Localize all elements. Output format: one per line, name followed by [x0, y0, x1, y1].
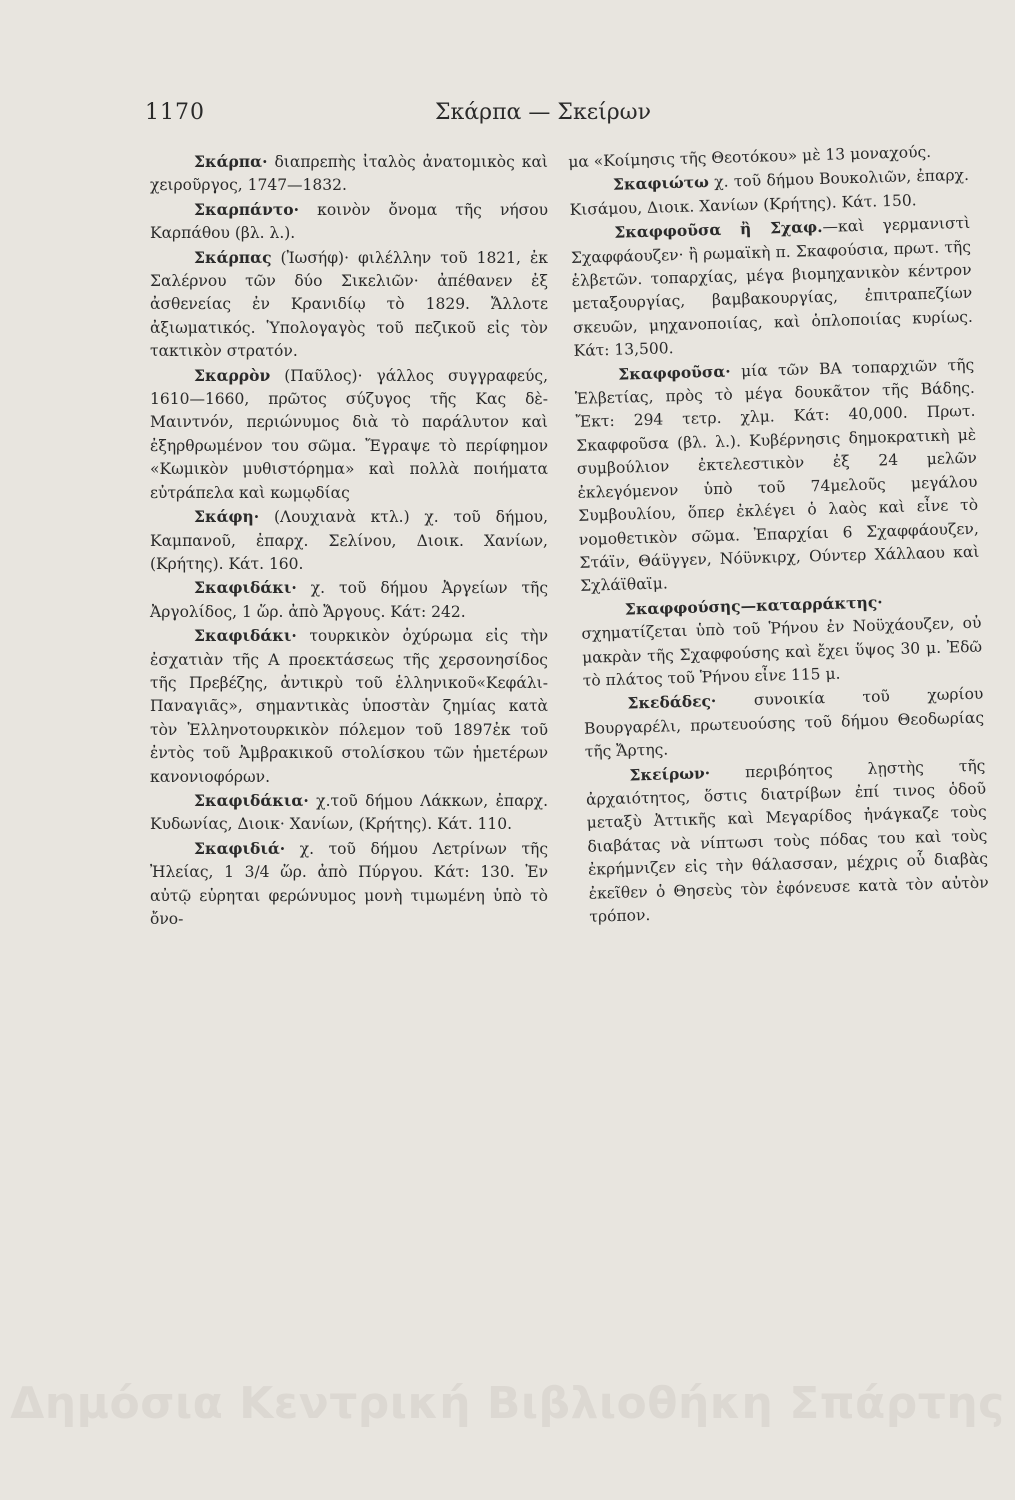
entry [574, 352, 980, 598]
headword: Σκαρπάντο· [194, 199, 300, 219]
entry-text: περιβόητος λῃστὴς τῆς ἀρχαιότητος, ὅστις διατρίβων ἐπί τινος ὁδοῦ μεταξὺ Ἀττικῆς καὶ Μεγαρίδος ἠνάγκαζε τοὺς διαβάτας νὰ νίπτωσι τοὺς πόδας του καὶ τοὺς ἐκρήμνιζεν εἰς τὴν θάλασσαν, μέχρις οὗ διαβὰς ἐκεῖθεν ὁ Θησεὺς τὸν ἐφόνευσε κατὰ τὸν αὐτὸν τρόπον. [585, 756, 989, 926]
headword: Σκάφη· [194, 507, 260, 527]
entry-text: χ. τοῦ δήμου Βουκολιῶν, ἐπαρχ. Κισάμου, Διοικ. Χανίων (Κρήτης). Κάτ. 150. [569, 166, 970, 219]
entry [150, 198, 548, 246]
running-head: Σκάρπα — Σκείρων [435, 100, 651, 125]
headword: Σκείρων· [629, 762, 711, 785]
entry [150, 837, 548, 932]
headword: Σκεδάδες· [627, 691, 717, 713]
entry-text: τουρκικὸν ὀχύρωμα εἰς τὴν ἐσχατιὰν τῆς Α προεκτάσεως τῆς χερσονησίδος τῆς Πρεβέζης, ἀντικρὺ τοῦ ἑλληνικοῦ«Κεφάλι-Παναγιᾶς», σημαντικὰς ὑποστὰν ζημίας κατὰ τὸν Ἑλληνοτουρκικὸν πόλεμον τοῦ 1897ἐκ τοῦ ἐντὸς τοῦ Ἀμβρακικοῦ στολίσκου τῶν ἡμετέρων κανονιοφόρων. [150, 627, 548, 786]
entry [585, 753, 989, 929]
entry-text: χ. τοῦ δήμου Ἀργείων τῆς Ἀργολίδος, 1 ὥρ. ἀπὸ Ἄργους. Κάτ: 242. [150, 579, 548, 621]
entry [583, 682, 985, 764]
headword: Σκαφφοῦσα· [618, 361, 731, 384]
entry-text: σχηματίζεται ὑπὸ τοῦ Ῥήνου ἐν Νοϋχάουζεν, οὐ μακρὰν τῆς Σχαφφούσης καὶ ἔχει ὕψος 30 μ. Ἐδῶ τὸ πλάτος τοῦ Ῥήνου εἶνε 115 μ. [581, 613, 983, 690]
entry-text: μία τῶν ΒΑ τοπαρχιῶν τῆς Ἑλβετίας, πρὸς τὸ μέγα δουκᾶτον τῆς Βάδης. Ἔκτ: 294 τετρ. χλμ. Κάτ: 40,000. Πρωτ. Σκαφφοῦσα (βλ. λ.). Κυβέρνησις δημοκρατικὴ μὲ συμβούλιον ἐκτελεστικὸν ἐξ 24 μελῶν ἐκλεγόμενον ὑπὸ τοῦ 74μελοῦς μεγάλου Συμβουλίου, ὅπερ ἐκλέγει ὁ λαὸς καὶ εἶνε τὸ νομοθετικὸν σῶμα. Ἐπαρχίαι 6 Σχαφφάουζεν, Στάϊν, Θάϋγγεν, Νόϋνκιρχ, Ούντερ Χάλλαου καὶ Σχλάϊθαϊμ. [574, 355, 980, 596]
headword: Σκαφιώτω [612, 172, 710, 195]
entry [150, 246, 548, 364]
headword: Σκαφιδάκι· [194, 626, 297, 646]
entry-text: (Λουχιανὰ κτλ.) χ. τοῦ δήμου, Καμπανοῦ, ἐπαρχ. Σελίνου, Διοικ. Χανίων, (Κρήτης). Κάτ. 160. [150, 508, 548, 573]
entry-text: χ.τοῦ δήμου Λάκκων, ἐπαρχ. Κυδωνίας, Διοικ· Χανίων, (Κρήτης). Κάτ. 110. [150, 791, 548, 834]
page-number: 1170 [145, 100, 205, 125]
entry [150, 364, 548, 505]
library-watermark: Δημόσια Κεντρική Βιβλιοθήκη Σπάρτης [10, 1378, 1005, 1429]
entry-text: μα «Κοίμησις τῆς Θεοτόκου» μὲ 13 μοναχούς. [568, 142, 932, 171]
page-header [145, 100, 845, 140]
entry [150, 576, 548, 624]
entry [570, 211, 974, 364]
headword: Σκαφιδάκι· [194, 578, 297, 598]
headword: Σκαφιδάκια· [194, 790, 309, 810]
headword: Σκαρρὸν [194, 365, 271, 385]
entry-text: κοινὸν ὄνομα τῆς νήσου Καρπάθου (βλ. λ.). [150, 200, 548, 243]
headword: Σκάρπας [194, 247, 272, 267]
headword: Σκαφιδιά· [194, 838, 286, 858]
right-column [568, 139, 990, 929]
entry [150, 789, 548, 837]
entry [581, 587, 983, 693]
entry-text: (Παῦλος)· γάλλος συγγραφεύς, 1610—1660, πρῶτος σύζυγος τῆς Κας δὲ-Μαιντνόν, περιώνυμος διὰ τὸ παράλυτον καὶ ἐξηρθρωμένον του σῶμα. Ἔγραψε τὸ περίφημον «Κωμικὸν μυθιστόρημα» καὶ πολλὰ ποιήματα εὐτράπελα καὶ κωμῳδίας [150, 366, 548, 502]
headword: Σκαφφούσης—καταρράκτης· [624, 592, 883, 619]
entry [150, 150, 548, 198]
left-column [150, 150, 548, 931]
entry-text: —καὶ γερμανιστὶ Σχαφφάουζεν· ἢ ρωμαϊκὴ π. Σκαφούσια, πρωτ. τῆς ἑλβετῶν. τοπαρχίας, μέγα βιομηχανικὸν κέντρον μεταξουργίας, βαμβακουργίας, ἐπιτραπεζίων σκευῶν, μηχανοποιίας, καὶ ὁπλοποιίας κυρίως. Κάτ: 13,500. [570, 214, 974, 361]
entry-text: διαπρεπὴς ἰταλὸς ἀνατομικὸς καὶ χειροῦργος, 1747—1832. [150, 153, 548, 195]
headword: Σκαφφοῦσα ἢ Σχαφ. [614, 217, 823, 242]
entry-text: (Ἰωσήφ)· φιλέλλην τοῦ 1821, ἐκ Σαλέρνου τῶν δύο Σικελιῶν· ἀπέθανεν ἐξ ἀσθενείας ἐν Κρανιδίῳ τὸ 1829. Ἄλλοτε ἀξιωματικός. Ὑπολογαγὸς τοῦ πεζικοῦ εἰς τὸν τακτικὸν στρατόν. [150, 248, 548, 361]
headword: Σκάρπα· [194, 152, 268, 171]
entry [150, 624, 548, 789]
entry-text: χ. τοῦ δήμου Λετρίνων τῆς Ἠλείας, 1 3/4 ὥρ. ἀπὸ Πύργου. Κάτ: 130. Ἐν αὐτῷ εὑρηται φερώνυμος μονὴ τιμωμένη ὑπὸ τὸ ὄνο- [150, 839, 548, 928]
entry-text: συνοικία τοῦ χωρίου Βουργαρέλι, πρωτευούσης τοῦ δήμου Θεοδωρίας τῆς Ἄρτης. [583, 684, 985, 761]
entry [150, 505, 548, 576]
